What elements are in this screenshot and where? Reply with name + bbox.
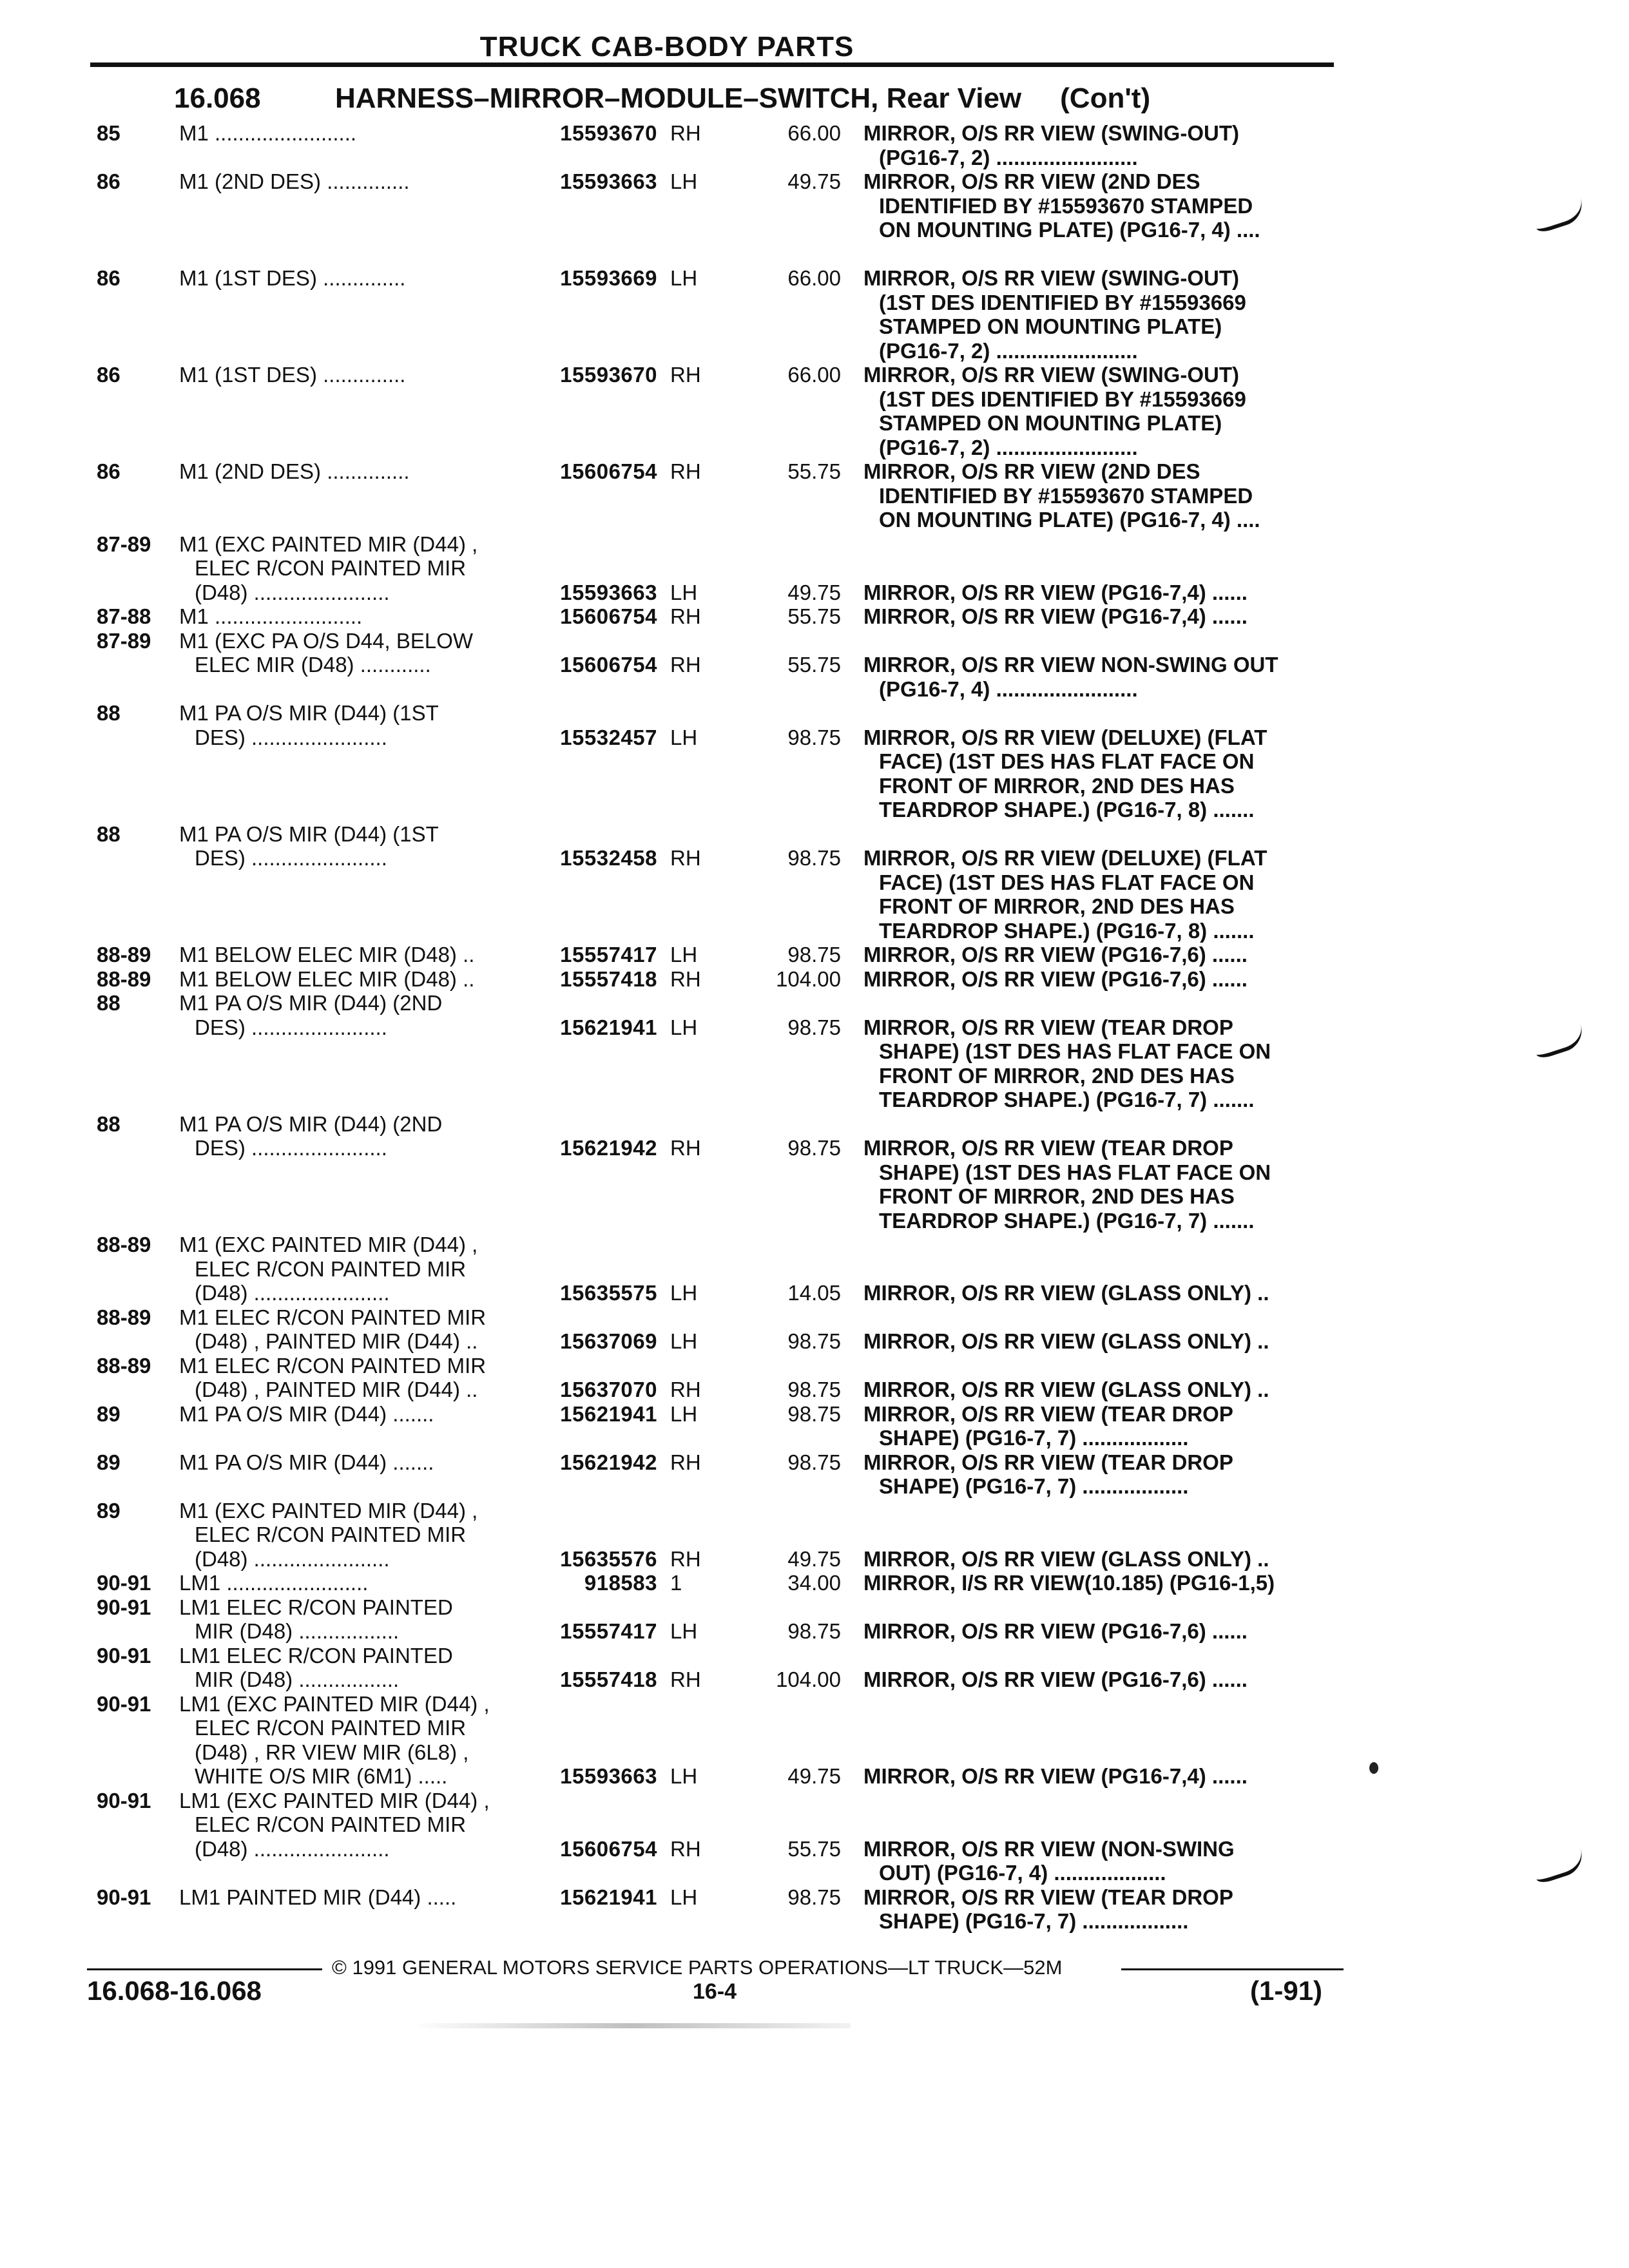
description-line: MIRROR, I/S RR VIEW(10.185) (PG16-1,5) [863, 1571, 1275, 1595]
side-quantity: RH [670, 1667, 701, 1691]
description-line [863, 1354, 1431, 1378]
side-quantity: LH [670, 1764, 698, 1788]
model-line: (D48) , PAINTED MIR (D44) .. [195, 1378, 478, 1401]
side-quantity: RH [670, 1378, 701, 1401]
description-line: (PG16-7, 2) ........................ [879, 435, 1138, 459]
part-number: 15621941 [560, 1401, 657, 1426]
model-year: 90-91 [97, 1595, 151, 1619]
scan-smudge [412, 2023, 851, 2028]
part-number: 15593669 [560, 266, 657, 290]
footer-copyright: © 1991 GENERAL MOTORS SERVICE PARTS OPERATIONS—LT TRUCK—52M [332, 1956, 1063, 1979]
margin-mark [1532, 1848, 1588, 1885]
part-number: 15621942 [560, 1136, 657, 1160]
description-line: MIRROR, O/S RR VIEW (TEAR DROP [863, 1015, 1233, 1039]
model-line: M1 (EXC PAINTED MIR (D44) , [179, 1233, 478, 1256]
description-line: FACE) (1ST DES HAS FLAT FACE ON [879, 749, 1255, 773]
parts-entry [97, 1305, 1340, 1354]
model-year: 88 [97, 1111, 120, 1136]
description-line [863, 556, 1431, 581]
side-quantity: LH [670, 1015, 698, 1039]
part-description [863, 169, 1431, 242]
part-description [863, 967, 1431, 992]
description-line: MIRROR, O/S RR VIEW (TEAR DROP [863, 1450, 1233, 1474]
side-quantity: RH [670, 459, 701, 483]
part-number: 15593670 [560, 121, 657, 145]
description-line [863, 1595, 1431, 1620]
model-line: (D48) , RR VIEW MIR (6L8) , [195, 1740, 469, 1764]
part-number: 15621941 [560, 1015, 657, 1039]
description-line: TEARDROP SHAPE.) (PG16-7, 8) ....... [879, 918, 1255, 943]
part-number: 15557417 [560, 1619, 657, 1643]
description-line: STAMPED ON MOUNTING PLATE) [879, 411, 1222, 435]
unit-price: 55.75 [787, 604, 841, 628]
parts-entry [97, 1571, 1340, 1595]
model-year: 87-89 [97, 532, 151, 556]
description-line: MIRROR, O/S RR VIEW (PG16-7,4) ...... [863, 580, 1248, 604]
part-number: 15532458 [560, 846, 657, 870]
description-line: FRONT OF MIRROR, 2ND DES HAS [879, 894, 1235, 918]
description-line [863, 1523, 1431, 1547]
model-year: 88-89 [97, 966, 151, 991]
unit-price: 104.00 [776, 966, 841, 991]
description-line [863, 1112, 1431, 1137]
model-line: M1 PA O/S MIR (D44) (2ND [179, 991, 443, 1015]
description-line: FACE) (1ST DES HAS FLAT FACE ON [879, 870, 1255, 894]
parts-entry [97, 1233, 1340, 1305]
part-number: 15557417 [560, 943, 657, 966]
description-line: MIRROR, O/S RR VIEW (PG16-7,6) ...... [863, 1667, 1248, 1691]
model-line: (D48) , PAINTED MIR (D44) .. [195, 1329, 478, 1353]
unit-price: 98.75 [787, 1885, 841, 1909]
side-quantity: 1 [670, 1571, 682, 1595]
part-description [863, 1305, 1431, 1354]
model-line: LM1 ELEC R/CON PAINTED [179, 1595, 453, 1619]
part-number: 15635576 [560, 1546, 657, 1571]
part-number: 15606754 [560, 653, 657, 677]
side-quantity: LH [670, 169, 698, 193]
model-line: M1 BELOW ELEC MIR (D48) .. [179, 943, 475, 966]
parts-entry [97, 532, 1340, 605]
description-line [863, 991, 1431, 1015]
model-line: M1 PA O/S MIR (D44) (2ND [179, 1111, 443, 1136]
description-line: MIRROR, O/S RR VIEW (PG16-7,6) ...... [863, 966, 1248, 991]
part-description [863, 1644, 1431, 1692]
description-line [863, 1716, 1431, 1740]
model-year: 90-91 [97, 1788, 151, 1812]
model-line: LM1 ELEC R/CON PAINTED [179, 1643, 453, 1667]
part-description [863, 1354, 1431, 1402]
parts-entry [97, 1692, 1340, 1789]
unit-price: 55.75 [787, 459, 841, 483]
side-quantity: RH [670, 846, 701, 870]
model-year: 88 [97, 701, 120, 725]
parts-entry [97, 363, 1340, 459]
model-line: M1 ........................ [179, 121, 357, 145]
unit-price: 98.75 [787, 725, 841, 749]
side-quantity: LH [670, 1885, 698, 1909]
unit-price: 98.75 [787, 943, 841, 966]
part-description [863, 629, 1431, 702]
description-line [863, 1233, 1431, 1257]
model-year: 86 [97, 459, 120, 483]
description-line: TEARDROP SHAPE.) (PG16-7, 7) ....... [879, 1088, 1255, 1111]
description-line: TEARDROP SHAPE.) (PG16-7, 8) ....... [879, 798, 1255, 822]
model-year: 90-91 [97, 1691, 151, 1716]
parts-entry [97, 991, 1340, 1112]
model-line: M1 PA O/S MIR (D44) ....... [179, 1450, 434, 1474]
description-line: IDENTIFIED BY #15593670 STAMPED [879, 483, 1253, 508]
unit-price: 49.75 [787, 1546, 841, 1571]
parts-entry [97, 169, 1340, 266]
parts-entry [97, 943, 1340, 967]
description-line: ON MOUNTING PLATE) (PG16-7, 4) .... [879, 218, 1260, 242]
section-name: HARNESS–MIRROR–MODULE–SWITCH, Rear View [335, 82, 1022, 114]
part-number: 15621941 [560, 1885, 657, 1909]
description-line: FRONT OF MIRROR, 2ND DES HAS [879, 1184, 1235, 1208]
description-line: MIRROR, O/S RR VIEW (PG16-7,4) ...... [863, 1764, 1248, 1788]
parts-entry [97, 1354, 1340, 1402]
model-line: WHITE O/S MIR (6M1) ..... [195, 1764, 448, 1788]
section-continued: (Con't) [1060, 82, 1151, 114]
model-line: MIR (D48) ................. [195, 1619, 400, 1643]
description-line: TEARDROP SHAPE.) (PG16-7, 7) ....... [879, 1208, 1255, 1233]
part-description [863, 1112, 1431, 1233]
description-line [863, 532, 1431, 557]
description-line: ON MOUNTING PLATE) (PG16-7, 4) .... [879, 508, 1260, 532]
footer-rule-left [87, 1968, 322, 1970]
description-line: (PG16-7, 2) ........................ [879, 145, 1138, 169]
footer-page-number: 16-4 [693, 1979, 737, 2004]
description-line [863, 1789, 1431, 1813]
side-quantity: LH [670, 1329, 698, 1353]
part-number: 15635575 [560, 1281, 657, 1305]
unit-price: 66.00 [787, 266, 841, 290]
parts-entry [97, 1499, 1340, 1571]
unit-price: 55.75 [787, 1836, 841, 1861]
section-number: 16.068 [174, 82, 261, 114]
model-line: M1 ......................... [179, 604, 363, 628]
model-line: ELEC R/CON PAINTED MIR [195, 1716, 467, 1740]
parts-entry [97, 604, 1340, 629]
part-description [863, 1402, 1431, 1450]
parts-entry [97, 1112, 1340, 1233]
model-year: 88 [97, 822, 120, 846]
description-line: (PG16-7, 2) ........................ [879, 338, 1138, 363]
part-description [863, 266, 1431, 363]
description-line: SHAPE) (PG16-7, 7) .................. [879, 1474, 1189, 1498]
side-quantity: RH [670, 121, 701, 145]
part-description [863, 701, 1431, 822]
parts-entry [97, 1595, 1340, 1644]
part-description [863, 822, 1431, 943]
description-line: SHAPE) (1ST DES HAS FLAT FACE ON [879, 1160, 1271, 1184]
description-line: MIRROR, O/S RR VIEW (NON-SWING [863, 1836, 1235, 1861]
model-year: 90-91 [97, 1571, 151, 1595]
model-line: M1 ELEC R/CON PAINTED MIR [179, 1353, 487, 1378]
footer-section-range: 16.068-16.068 [87, 1975, 262, 2006]
unit-price: 49.75 [787, 580, 841, 604]
description-line: MIRROR, O/S RR VIEW (DELUXE) (FLAT [863, 846, 1268, 870]
part-description [863, 363, 1431, 459]
part-number: 918583 [584, 1571, 657, 1595]
side-quantity: LH [670, 1281, 698, 1305]
model-year: 88-89 [97, 1353, 151, 1378]
part-number: 15557418 [560, 1667, 657, 1691]
unit-price: 98.75 [787, 846, 841, 870]
model-line: M1 (EXC PAINTED MIR (D44) , [179, 1498, 478, 1523]
part-description [863, 943, 1431, 967]
description-line: MIRROR, O/S RR VIEW (SWING-OUT) [863, 121, 1239, 145]
part-number: 15606754 [560, 604, 657, 628]
parts-entry [97, 967, 1340, 992]
part-number: 15621942 [560, 1450, 657, 1474]
model-year: 88 [97, 991, 120, 1015]
part-description [863, 1789, 1431, 1885]
part-description [863, 532, 1431, 605]
model-line: M1 ELEC R/CON PAINTED MIR [179, 1305, 487, 1329]
model-line: DES) ....................... [195, 1136, 387, 1160]
unit-price: 104.00 [776, 1667, 841, 1691]
model-year: 86 [97, 266, 120, 290]
part-number: 15606754 [560, 1836, 657, 1861]
description-line: MIRROR, O/S RR VIEW (TEAR DROP [863, 1136, 1233, 1160]
description-line: MIRROR, O/S RR VIEW (GLASS ONLY) .. [863, 1281, 1269, 1305]
unit-price: 98.75 [787, 1015, 841, 1039]
side-quantity: LH [670, 725, 698, 749]
unit-price: 98.75 [787, 1450, 841, 1474]
description-line: MIRROR, O/S RR VIEW (DELUXE) (FLAT [863, 725, 1268, 749]
part-number: 15593670 [560, 363, 657, 387]
unit-price: 49.75 [787, 1764, 841, 1788]
model-line: M1 (1ST DES) .............. [179, 363, 406, 387]
description-line: FRONT OF MIRROR, 2ND DES HAS [879, 1063, 1235, 1088]
parts-entry [97, 629, 1340, 702]
parts-entry [97, 822, 1340, 943]
unit-price: 34.00 [787, 1571, 841, 1595]
model-line: MIR (D48) ................. [195, 1667, 400, 1691]
model-line: M1 (EXC PAINTED MIR (D44) , [179, 532, 478, 556]
model-line: M1 PA O/S MIR (D44) ....... [179, 1401, 434, 1426]
description-line: MIRROR, O/S RR VIEW (GLASS ONLY) .. [863, 1378, 1269, 1401]
model-line: M1 (1ST DES) .............. [179, 266, 406, 290]
model-year: 90-91 [97, 1643, 151, 1667]
model-year: 89 [97, 1450, 120, 1474]
model-line: ELEC R/CON PAINTED MIR [195, 1256, 467, 1281]
part-number: 15557418 [560, 966, 657, 991]
part-description [863, 604, 1431, 629]
description-line: MIRROR, O/S RR VIEW (PG16-7,6) ...... [863, 943, 1248, 966]
footer-revision: (1-91) [1250, 1975, 1323, 2006]
margin-mark [1532, 197, 1588, 234]
side-quantity: LH [670, 266, 698, 290]
description-line: MIRROR, O/S RR VIEW (PG16-7,6) ...... [863, 1619, 1248, 1643]
description-line: IDENTIFIED BY #15593670 STAMPED [879, 193, 1253, 218]
side-quantity: RH [670, 1136, 701, 1160]
part-description [863, 1571, 1431, 1595]
ink-speck [1369, 1762, 1378, 1774]
description-line [863, 1305, 1431, 1330]
model-year: 86 [97, 169, 120, 193]
parts-entry [97, 701, 1340, 822]
footer-rule-right [1121, 1968, 1344, 1970]
part-number: 15637070 [560, 1378, 657, 1401]
description-line: OUT) (PG16-7, 4) ................... [879, 1861, 1166, 1885]
unit-price: 14.05 [787, 1281, 841, 1305]
description-line: SHAPE) (PG16-7, 7) .................. [879, 1426, 1189, 1450]
side-quantity: LH [670, 580, 698, 604]
description-line: MIRROR, O/S RR VIEW (TEAR DROP [863, 1401, 1233, 1426]
side-quantity: LH [670, 1401, 698, 1426]
model-line: (D48) ....................... [195, 1281, 390, 1305]
description-line [863, 822, 1431, 847]
model-line: ELEC R/CON PAINTED MIR [195, 556, 467, 580]
part-description [863, 1885, 1431, 1934]
description-line: MIRROR, O/S RR VIEW (PG16-7,4) ...... [863, 604, 1248, 628]
description-line [863, 1257, 1431, 1282]
part-description [863, 991, 1431, 1112]
description-line: MIRROR, O/S RR VIEW (GLASS ONLY) .. [863, 1329, 1269, 1353]
model-line: M1 (2ND DES) .............. [179, 459, 410, 483]
description-line: MIRROR, O/S RR VIEW (SWING-OUT) [863, 266, 1239, 290]
part-number: 15593663 [560, 580, 657, 604]
section-title [174, 82, 1150, 115]
model-line: ELEC MIR (D48) ............ [195, 653, 431, 677]
description-line: (1ST DES IDENTIFIED BY #15593669 [879, 387, 1246, 411]
part-number: 15532457 [560, 725, 657, 749]
parts-entry [97, 1789, 1340, 1885]
unit-price: 55.75 [787, 653, 841, 677]
description-line: STAMPED ON MOUNTING PLATE) [879, 314, 1222, 338]
header-rule [90, 62, 1334, 67]
model-year: 90-91 [97, 1885, 151, 1909]
side-quantity: RH [670, 604, 701, 628]
model-line: LM1 PAINTED MIR (D44) ..... [179, 1885, 457, 1909]
side-quantity: RH [670, 1450, 701, 1474]
model-year: 88-89 [97, 1305, 151, 1329]
model-line: M1 (EXC PA O/S D44, BELOW [179, 628, 474, 653]
part-number: 15593663 [560, 1764, 657, 1788]
unit-price: 49.75 [787, 169, 841, 193]
description-line: MIRROR, O/S RR VIEW NON-SWING OUT [863, 653, 1278, 677]
model-year: 86 [97, 363, 120, 387]
model-line: (D48) ....................... [195, 1546, 390, 1571]
part-description [863, 1450, 1431, 1499]
model-year: 87-88 [97, 604, 151, 628]
model-line: (D48) ....................... [195, 580, 390, 604]
description-line [863, 629, 1431, 653]
part-number: 15593663 [560, 169, 657, 193]
side-quantity: RH [670, 966, 701, 991]
side-quantity: RH [670, 1836, 701, 1861]
description-line: MIRROR, O/S RR VIEW (SWING-OUT) [863, 363, 1239, 387]
model-line: DES) ....................... [195, 1015, 387, 1039]
description-line: MIRROR, O/S RR VIEW (2ND DES [863, 169, 1200, 193]
model-line: M1 (2ND DES) .............. [179, 169, 410, 193]
description-line: (1ST DES IDENTIFIED BY #15593669 [879, 290, 1246, 314]
parts-entry [97, 1450, 1340, 1499]
description-line [863, 1740, 1431, 1765]
model-line: DES) ....................... [195, 725, 387, 749]
model-line: LM1 (EXC PAINTED MIR (D44) , [179, 1691, 490, 1716]
description-line: (PG16-7, 4) ........................ [879, 677, 1138, 701]
parts-entry [97, 1885, 1340, 1934]
model-line: ELEC R/CON PAINTED MIR [195, 1812, 467, 1836]
model-line: LM1 ........................ [179, 1571, 369, 1595]
description-line [863, 1644, 1431, 1668]
description-line: MIRROR, O/S RR VIEW (2ND DES [863, 459, 1200, 483]
model-line: M1 PA O/S MIR (D44) (1ST [179, 822, 439, 846]
model-line: LM1 (EXC PAINTED MIR (D44) , [179, 1788, 490, 1812]
model-year: 89 [97, 1498, 120, 1523]
part-description [863, 1692, 1431, 1789]
description-line [863, 1692, 1431, 1716]
side-quantity: RH [670, 653, 701, 677]
part-description [863, 1499, 1431, 1571]
model-line: M1 BELOW ELEC MIR (D48) .. [179, 966, 475, 991]
unit-price: 98.75 [787, 1378, 841, 1401]
side-quantity: RH [670, 1546, 701, 1571]
unit-price: 98.75 [787, 1401, 841, 1426]
description-line: SHAPE) (1ST DES HAS FLAT FACE ON [879, 1039, 1271, 1063]
margin-mark [1532, 1023, 1588, 1060]
description-line [863, 1812, 1431, 1837]
unit-price: 98.75 [787, 1619, 841, 1643]
model-year: 88-89 [97, 1233, 151, 1256]
part-description [863, 1233, 1431, 1305]
model-year: 87-89 [97, 628, 151, 653]
part-description [863, 459, 1431, 532]
parts-entry [97, 1402, 1340, 1450]
unit-price: 98.75 [787, 1329, 841, 1353]
unit-price: 66.00 [787, 121, 841, 145]
part-description [863, 121, 1431, 169]
parts-entry [97, 121, 1340, 169]
model-year: 89 [97, 1401, 120, 1426]
model-line: ELEC R/CON PAINTED MIR [195, 1523, 467, 1546]
description-line: FRONT OF MIRROR, 2ND DES HAS [879, 773, 1235, 798]
description-line: MIRROR, O/S RR VIEW (GLASS ONLY) .. [863, 1546, 1269, 1571]
side-quantity: LH [670, 943, 698, 966]
parts-entry [97, 1644, 1340, 1692]
parts-list [97, 121, 1340, 1934]
unit-price: 98.75 [787, 1136, 841, 1160]
part-description [863, 1595, 1431, 1644]
part-number: 15606754 [560, 459, 657, 483]
part-number: 15637069 [560, 1329, 657, 1353]
side-quantity: LH [670, 1619, 698, 1643]
model-line: (D48) ....................... [195, 1836, 390, 1861]
parts-entry [97, 459, 1340, 532]
description-line [863, 1499, 1431, 1523]
description-line [863, 701, 1431, 726]
unit-price: 66.00 [787, 363, 841, 387]
model-year: 88-89 [97, 943, 151, 966]
model-line: DES) ....................... [195, 846, 387, 870]
model-line: M1 PA O/S MIR (D44) (1ST [179, 701, 439, 725]
page-header-title: TRUCK CAB-BODY PARTS [479, 31, 854, 62]
description-line: MIRROR, O/S RR VIEW (TEAR DROP [863, 1885, 1233, 1909]
model-year: 85 [97, 121, 120, 145]
side-quantity: RH [670, 363, 701, 387]
parts-entry [97, 266, 1340, 363]
description-line: SHAPE) (PG16-7, 7) .................. [879, 1909, 1189, 1933]
